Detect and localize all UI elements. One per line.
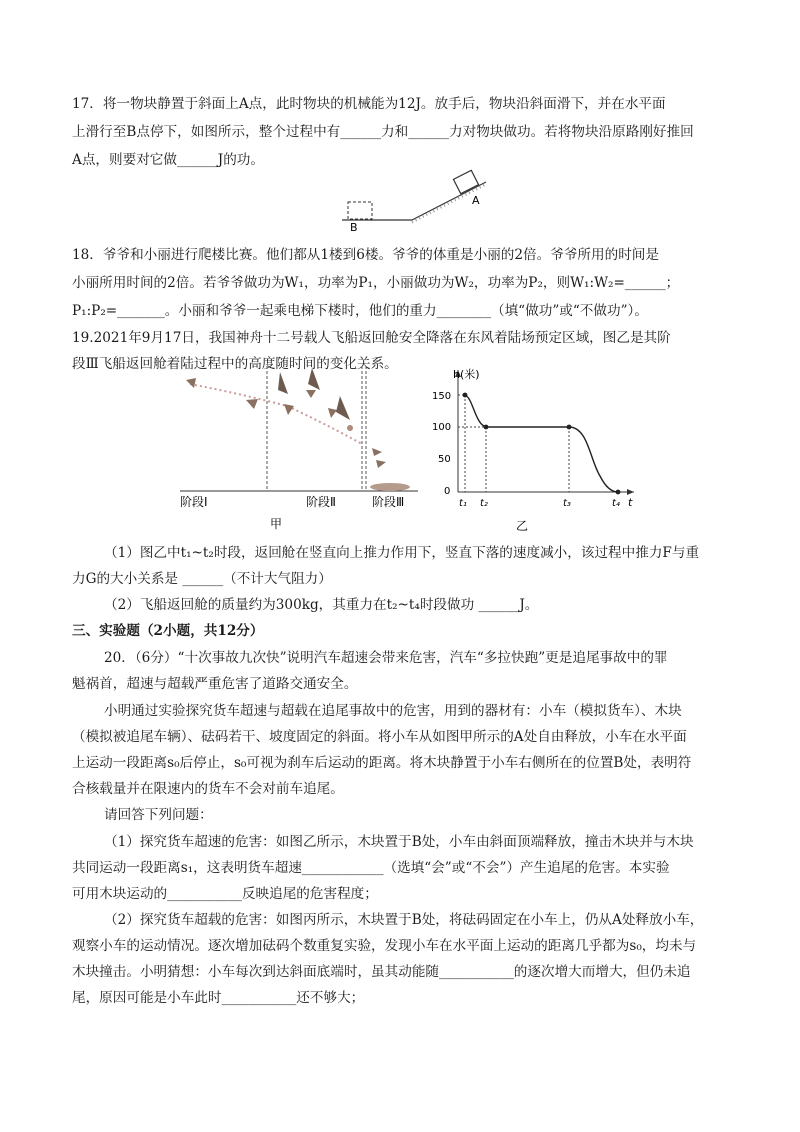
q20-sub1-line-2: 共同运动一段距离s₁，这表明货车超速____________（选填“会”或“不会”）产生追尾的危害。本实验 bbox=[72, 860, 670, 876]
q20-line-1: 20．（6分）“十次事故九次快”说明汽车超速会带来危害，汽车“多拉快跑”更是追尾事故中的罪 bbox=[104, 650, 668, 666]
block-a bbox=[453, 170, 478, 193]
q20-para2-line-1: 小明通过实验探究货车超速与超载在追尾事故中的危害，用到的器材有：小车（模拟货车）、木块 bbox=[104, 703, 682, 719]
tick-y-100: 100 bbox=[432, 422, 452, 433]
block-b-dashed bbox=[348, 202, 372, 219]
tick-x-t3: t₃ bbox=[563, 498, 571, 509]
q20-prompt: 请回答下列问题： bbox=[104, 807, 213, 823]
q20-para2-line-3: 上运动一段距离s₀后停止，s₀可视为刹车后运动的距离。将木块静置于小车右侧所在的位置B处，表明符 bbox=[72, 755, 692, 771]
tick-x-t1: t₁ bbox=[459, 498, 467, 509]
q17-line-2: 上滑行至B点停下，如图所示，整个过程中有______力和______力对物块做功。若将物块沿原路刚好推回 bbox=[72, 124, 694, 140]
q20-para2-line-2: （模拟被追尾车辆）、砝码若干、坡度固定的斜面。将小车从如图甲所示的A处自由释放，小车在水平面 bbox=[72, 729, 687, 745]
q19-line-1: 19.2021年9月17日，我国神舟十二号载人飞船返回舱安全降落在东风着陆场预定区域，图乙是其阶 bbox=[72, 330, 671, 346]
x-axis-label: t bbox=[628, 496, 633, 509]
q18-line-1: 18．爷爷和小丽进行爬楼比赛。他们都从1楼到6楼。爷爷的体重是小丽的2倍。爷爷所用的时间是 bbox=[72, 247, 659, 263]
label-b: B bbox=[350, 221, 358, 232]
q19-sub2: （2）飞船返回舱的质量约为300kg，其重力在t₂~t₄时段做功 ______J。 bbox=[104, 597, 539, 613]
capsule-stages-figure bbox=[172, 362, 422, 532]
stage-3-label: 阶段Ⅲ bbox=[372, 495, 405, 509]
q19-line-2: 段Ⅲ飞船返回舱着陆过程中的高度随时间的变化关系。 bbox=[72, 356, 398, 372]
tick-y-50: 50 bbox=[438, 454, 451, 465]
y-axis-label: h(米) bbox=[453, 368, 480, 381]
q20-sub1-line-1: （1）探究货车超速的危害：如图乙所示，木块置于B处，小车由斜面顶端释放，撞击木块并与木块 bbox=[104, 834, 694, 850]
q20-sub1-line-3: 可用木块运动的___________反映追尾的危害程度； bbox=[72, 886, 378, 902]
tick-x-t2: t₂ bbox=[480, 498, 488, 509]
tick-y-150: 150 bbox=[432, 391, 452, 402]
q20-sub2-line-2: 观察小车的运动情况。逐次增加砝码个数重复实验，发现小车在水平面上运动的距离几乎都为s₀，均未与 bbox=[72, 938, 697, 954]
section-3-title: 三、实验题（2小题，共12分） bbox=[72, 623, 264, 639]
q20-sub2-line-1: （2）探究货车超载的危害：如图丙所示，木块置于B处，将砝码固定在小车上，仍从A处释放小车， bbox=[104, 912, 704, 928]
height-curve bbox=[465, 395, 618, 492]
fig-jia-caption: 甲 bbox=[270, 517, 283, 531]
q17-line-1: 17．将一物块静置于斜面上A点，此时物块的机械能为12J。放手后，物块沿斜面滑下，并在水平面 bbox=[72, 96, 666, 112]
q19-sub1-line-1: （1）图乙中t₁~t₂时段，返回舱在竖直向上推力作用下，竖直下落的速度减小，该过程中推力F与重 bbox=[104, 545, 700, 561]
height-time-graph bbox=[428, 364, 644, 534]
q19-sub1-line-2: 力G的大小关系是 ______（不计大气阻力） bbox=[72, 571, 332, 587]
label-a: A bbox=[472, 194, 480, 207]
q20-sub2-line-3: 木块撞击。小明猜想：小车每次到达斜面底端时，虽其动能随___________的逐次增大而增大，但仍未追 bbox=[72, 964, 691, 980]
fig-yi-caption: 乙 bbox=[516, 519, 529, 533]
stage-1-label: 阶段Ⅰ bbox=[180, 495, 208, 509]
q20-sub2-line-4: 尾，原因可能是小车此时___________还不够大； bbox=[72, 990, 365, 1006]
q20-line-2: 魁祸首，超速与超载严重危害了道路交通安全。 bbox=[72, 676, 358, 692]
q18-line-3: P₁:P₂=_______。小丽和爷爷一起乘电梯下楼时，他们的重力________（填“做功”或“不做功”）。 bbox=[72, 303, 648, 319]
q17-line-3: A点，则要对它做______J的功。 bbox=[72, 152, 264, 168]
tick-x-t4: t₄ bbox=[612, 498, 620, 509]
q20-para2-line-4: 合核载量并在限速内的货车不会对前车追尾。 bbox=[72, 781, 344, 797]
q18-line-2: 小丽所用时间的2倍。若爷爷做功为W₁，功率为P₁，小丽做功为W₂，功率为P₂，则W₁:W₂=______； bbox=[72, 275, 680, 291]
tick-y-0: 0 bbox=[444, 486, 451, 497]
stage-2-label: 阶段Ⅱ bbox=[306, 495, 336, 509]
incline-figure bbox=[336, 168, 496, 232]
